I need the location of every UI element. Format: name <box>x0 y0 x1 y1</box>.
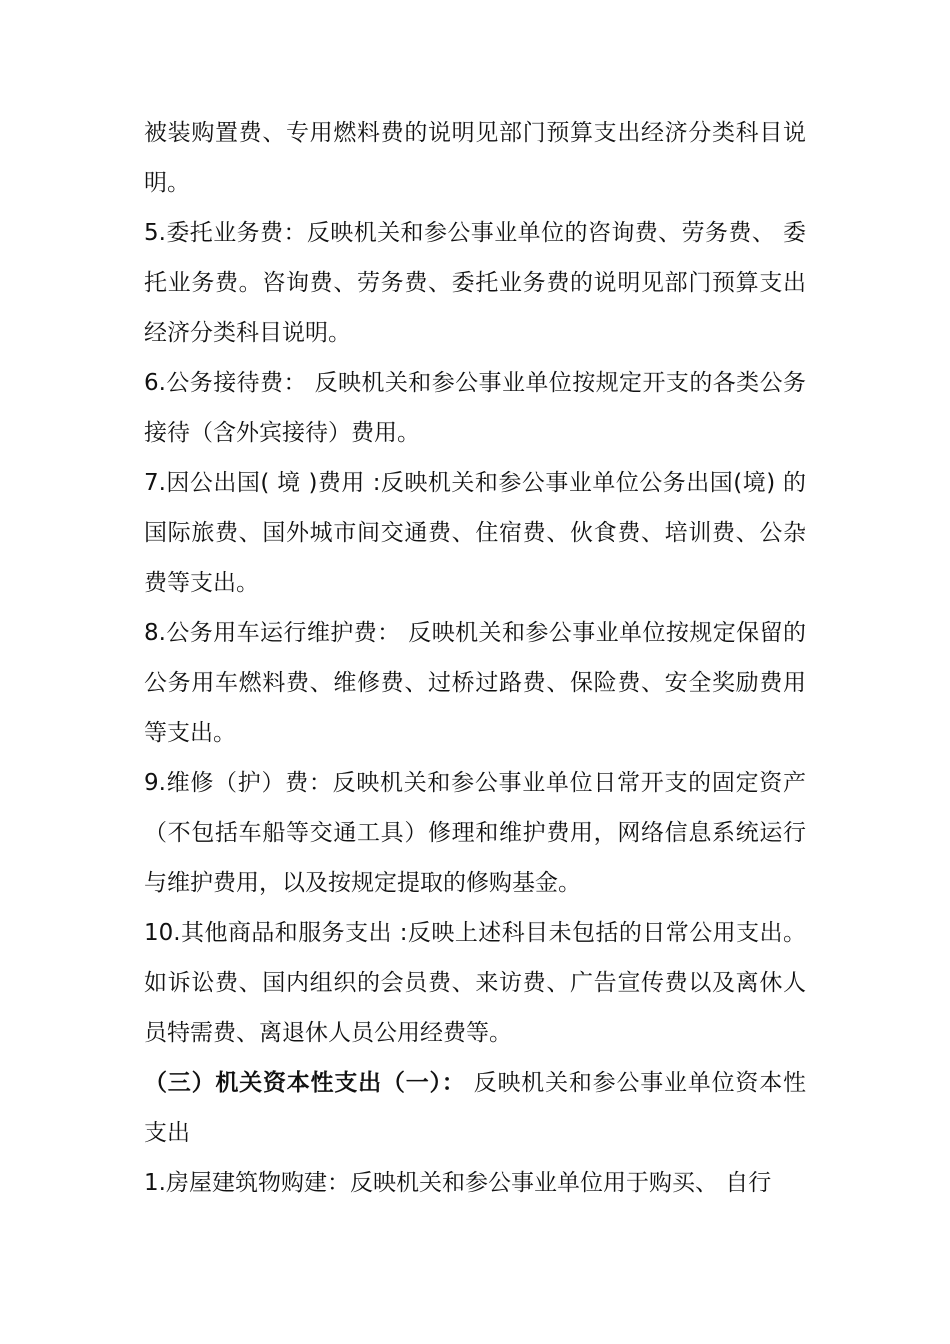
section-heading: （三）机关资本性支出（一）： <box>144 1070 466 1096</box>
paragraph-capital-expenditure <box>144 1058 806 1158</box>
paragraph-building-purchase: 1.房屋建筑物购建：反映机关和参公事业单位用于购买、 自行 <box>144 1170 772 1196</box>
paragraph-equipment-fuel-note: 被装购置费、专用燃料费的说明见部门预算支出经济分类科目说明。 <box>144 120 806 196</box>
paragraph-official-vehicle-fee: 8.公务用车运行维护费： 反映机关和参公事业单位按规定保留的公务用车燃料费、维修费、过桥过路费、保险费、安全奖励费用等支出。 <box>144 620 806 746</box>
paragraph-official-reception-fee: 6.公务接待费： 反映机关和参公事业单位按规定开支的各类公务接待（含外宾接待）费用。 <box>144 370 806 446</box>
paragraph-entrusted-business-fee: 5.委托业务费：反映机关和参公事业单位的咨询费、劳务费、 委托业务费。咨询费、劳务费、委托业务费的说明见部门预算支出经济分类科目说明。 <box>144 220 806 346</box>
paragraph-overseas-travel-fee: 7.因公出国( 境 )费用 :反映机关和参公事业单位公务出国(境) 的国际旅费、国外城市间交通费、住宿费、伙食费、培训费、公杂费等支出。 <box>144 470 806 596</box>
paragraph-maintenance-fee: 9.维修（护）费：反映机关和参公事业单位日常开支的固定资产（不包括车船等交通工具）修理和维护费用，网络信息系统运行与维护费用，以及按规定提取的修购基金。 <box>144 770 806 896</box>
paragraph-other-goods-services: 10.其他商品和服务支出 :反映上述科目未包括的日常公用支出。如诉讼费、国内组织的会员费、来访费、广告宣传费以及离休人员特需费、离退休人员公用经费等。 <box>144 920 806 1046</box>
document-body <box>144 108 806 1208</box>
section-heading-description: 反映机关和参公事业单位资本性支出 <box>144 1070 806 1146</box>
